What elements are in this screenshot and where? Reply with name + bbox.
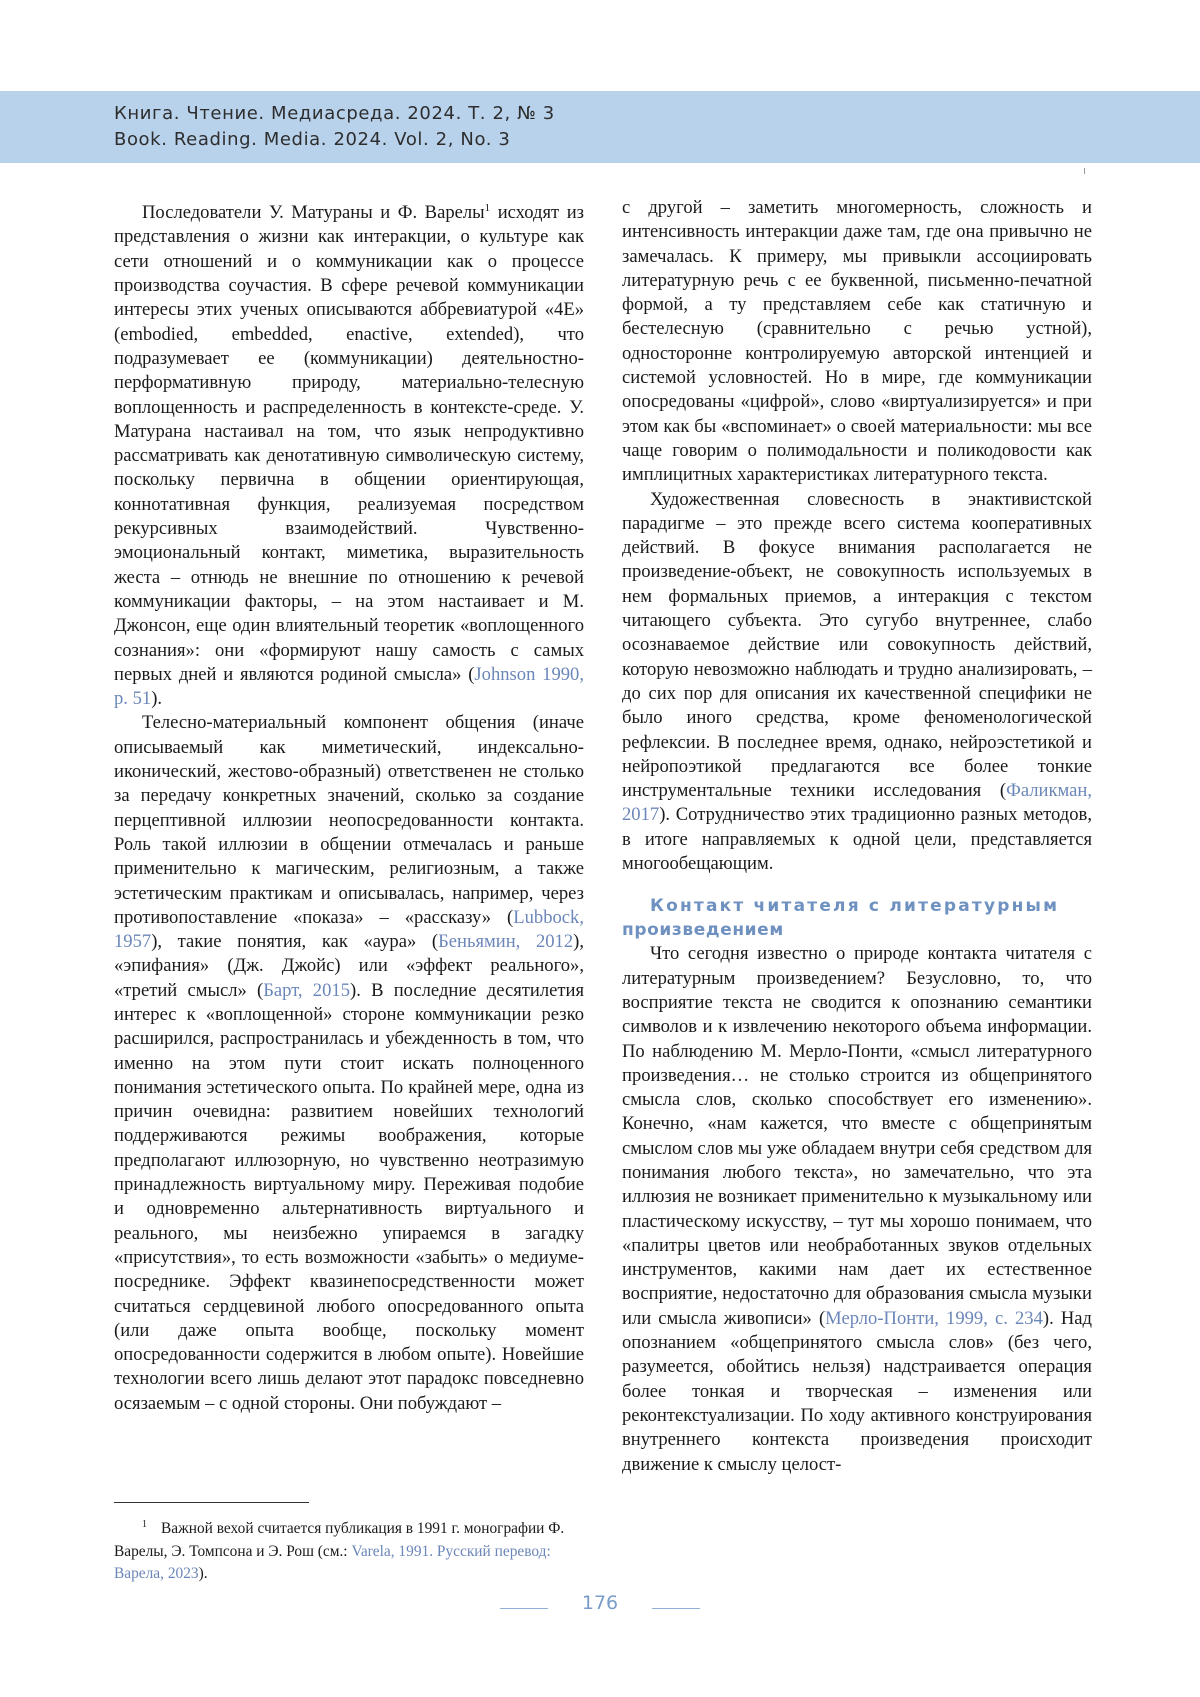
footnote-divider — [114, 1502, 309, 1503]
paragraph: с другой – заметить многомерность, сложность и интенсивность интеракции даже там, где она привычно не замечалась. К примеру, мы привыкли ассоциировать литературную речь с ее буквенной, письменно-печатной формой, а ту представляем себе как статичную и бестелесную (сравнительно с речью устной), односторонне контролируемую авторской интенцией и системой условностей. Но в мире, где коммуникации опосредованы «цифрой», слово «виртуализируется» и при этом как бы «вспоминает» о своей материальности: мы все чаще говорим о полимодальности и поликодовости как имплицитных характеристиках литературного текста. — [622, 197, 1092, 486]
crop-mark — [1084, 168, 1085, 174]
page-number: 176 — [581, 1592, 619, 1614]
citation-link[interactable]: Johnson 1990, p. 51 — [114, 663, 584, 710]
citation-link[interactable]: Беньямин, 2012 — [438, 931, 574, 953]
paragraph: Художественная словесность в энактивистской парадигме – это прежде всего система кооперативных действий. В фокусе внимания располагается не произведение-объект, не совокупность используемых в нем формальных приемов, а интеракция с текстом читающего субъекта. Это сугубо внутреннее, слабо осознаваемое действие или совокупность действий, которую невозможно наблюдать и трудно анализировать, – до сих пор для описания их качественной специфики не было иного средства, кроме феноменологической рефлексии. В последнее время, однако, нейроэстетикой и нейропоэтикой предлагаются все более тонкие инструментальные техники исследования (Фаликман, 2017). Сотрудничество этих традиционно разных методов, в итоге направляемых к одной цели, представляется многообещающим. — [622, 488, 1092, 875]
citation-link[interactable]: Lubbock, 1957 — [114, 906, 584, 953]
section-heading: Контакт читателя с литературным произведением — [622, 896, 1060, 941]
paragraph: Последователи У. Матураны и Ф. Варелы$^1$ исходят из представления о жизни как интеракции, о культуре как сети отношений и о коммуникации как о процессе производства соучастия. В сфере речевой коммуникации интересы этих ученых описываются аббревиатурой «4E» (embodied, embedded, enactive, extended), что подразумевает ее (коммуникации) деятельностно-перформативную природу, материально-телесную воплощенность и распределенность в контексте-среде. У. Матурана настаивал на том, что язык непродуктивно рассматривать как денотативную символическую систему, поскольку первична в общении ориентирующая, коннотативная функция, реализуемая посредством рекурсивных взаимодействий. Чувственно-эмоциональный контакт, миметика, выразительность жеста – отнюдь не внешние по отношению к речевой коммуникации факторы, – на этом настаивает и М. Джонсон, еще один влиятельный теоретик «воплощенного сознания»: они «формируют нашу самость с самых первых дней и являются родиной смысла» (Johnson 1990, p. 51). — [114, 202, 584, 710]
footnote: $^1$ Важной вехой считается публикация в 1991 г. монографии Ф. Варелы, Э. Томпсона и Э. Рош (см.: Varela, 1991. Русский перевод: Варела, 2023). — [114, 1519, 565, 1583]
page-number-rule-right — [652, 1608, 700, 1609]
paragraph: Что сегодня известно о природе контакта читателя с литературным произведением? Безусловно, то, что восприятие текста не сводится к опознанию семантики символов и к извлечению некоторого объема информации. По наблюдению М. Мерло-Понти, «смысл литературного произведения… не столько строится из общепринятого смысла слов, сколько способствует его изменению». Конечно, «нам кажется, что вместе с общепринятым смыслом слов мы уже обладаем внутри себя средством для понимания любого текста», но замечательно, что эта иллюзия не возникает применительно к музыкальному или пластическому искусству, – тут мы хорошо понимаем, что «палитры цветов или необработанных звуков отдельных инструментов, какими нам дает их естественное восприятие, недостаточно для образования смысла музыки или смысла живописи» (Мерло-Понти, 1999, с. 234). Над опознанием «общепринятого смысла слов» (без чего, разумеется, обойтись нельзя) надстраивается операция более тонкая и творческая – изменения или реконтекстуализации. По ходу активного конструирования внутреннего контекста произведения происходит движение к смыслу целост- — [622, 943, 1092, 1475]
journal-title-ru: Книга. Чтение. Медиасреда. 2024. Т. 2, № 3 — [114, 103, 555, 124]
journal-header — [0, 91, 1200, 163]
citation-link[interactable]: Мерло-Понти, 1999, с. 234 — [825, 1307, 1043, 1329]
journal-title-en: Book. Reading. Media. 2024. Vol. 2, No. 3 — [114, 129, 511, 150]
citation-link[interactable]: Фаликман, 2017 — [622, 780, 1092, 826]
left-column — [114, 196, 584, 1416]
right-column — [622, 196, 1092, 1477]
citation-link[interactable]: Барт, 2015 — [263, 979, 350, 1001]
footnote-mark[interactable]: 1 — [484, 202, 491, 214]
page-number-rule-left — [500, 1608, 548, 1609]
footnote-number: 1 — [142, 1519, 147, 1530]
citation-link[interactable]: Varela, 1991. Русский перевод: Варела, 2023 — [114, 1542, 551, 1583]
paragraph: Телесно-материальный компонент общения (иначе описываемый как миметический, индексально-иконический, жестово-образный) ответственен не столько за передачу конкретных значений, сколько за создание перцептивной иллюзии неопосредованности контакта. Роль такой иллюзии в общении отмечалась и раньше применительно к магическим, религиозным, а также эстетическим практикам и описывалась, например, через противопоставление «показа» – «рассказу» (Lubbock, 1957), такие понятия, как «аура» (Беньямин, 2012), «эпифания» (Дж. Джойс) или «эффект реального», «третий смысл» (Барт, 2015). В последние десятилетия интерес к «воплощенной» стороне коммуникации резко расширился, распространилась и убежденность в том, что именно на этом пути стоит искать полноценного понимания эстетического опыта. По крайней мере, одна из причин очевидна: развитием новейших технологий поддерживаются режимы воображения, которые предполагают иллюзорную, но чувственно неотразимую принадлежность виртуальному миру. Переживая подобие и одновременно альтернативность виртуального и реального, мы неизбежно упираемся в загадку «присутствия», то есть возможности «забыть» о медиуме-посреднике. Эффект квазинепосредственности может считаться сердцевиной любого опосредованного опыта (или даже опыта вообще, поскольку момент опосредованности содержится в любом опыте). Новейшие технологии всего лишь делают этот парадокс повседневно осязаемым – с одной стороны. Они побуждают – — [114, 712, 584, 1414]
